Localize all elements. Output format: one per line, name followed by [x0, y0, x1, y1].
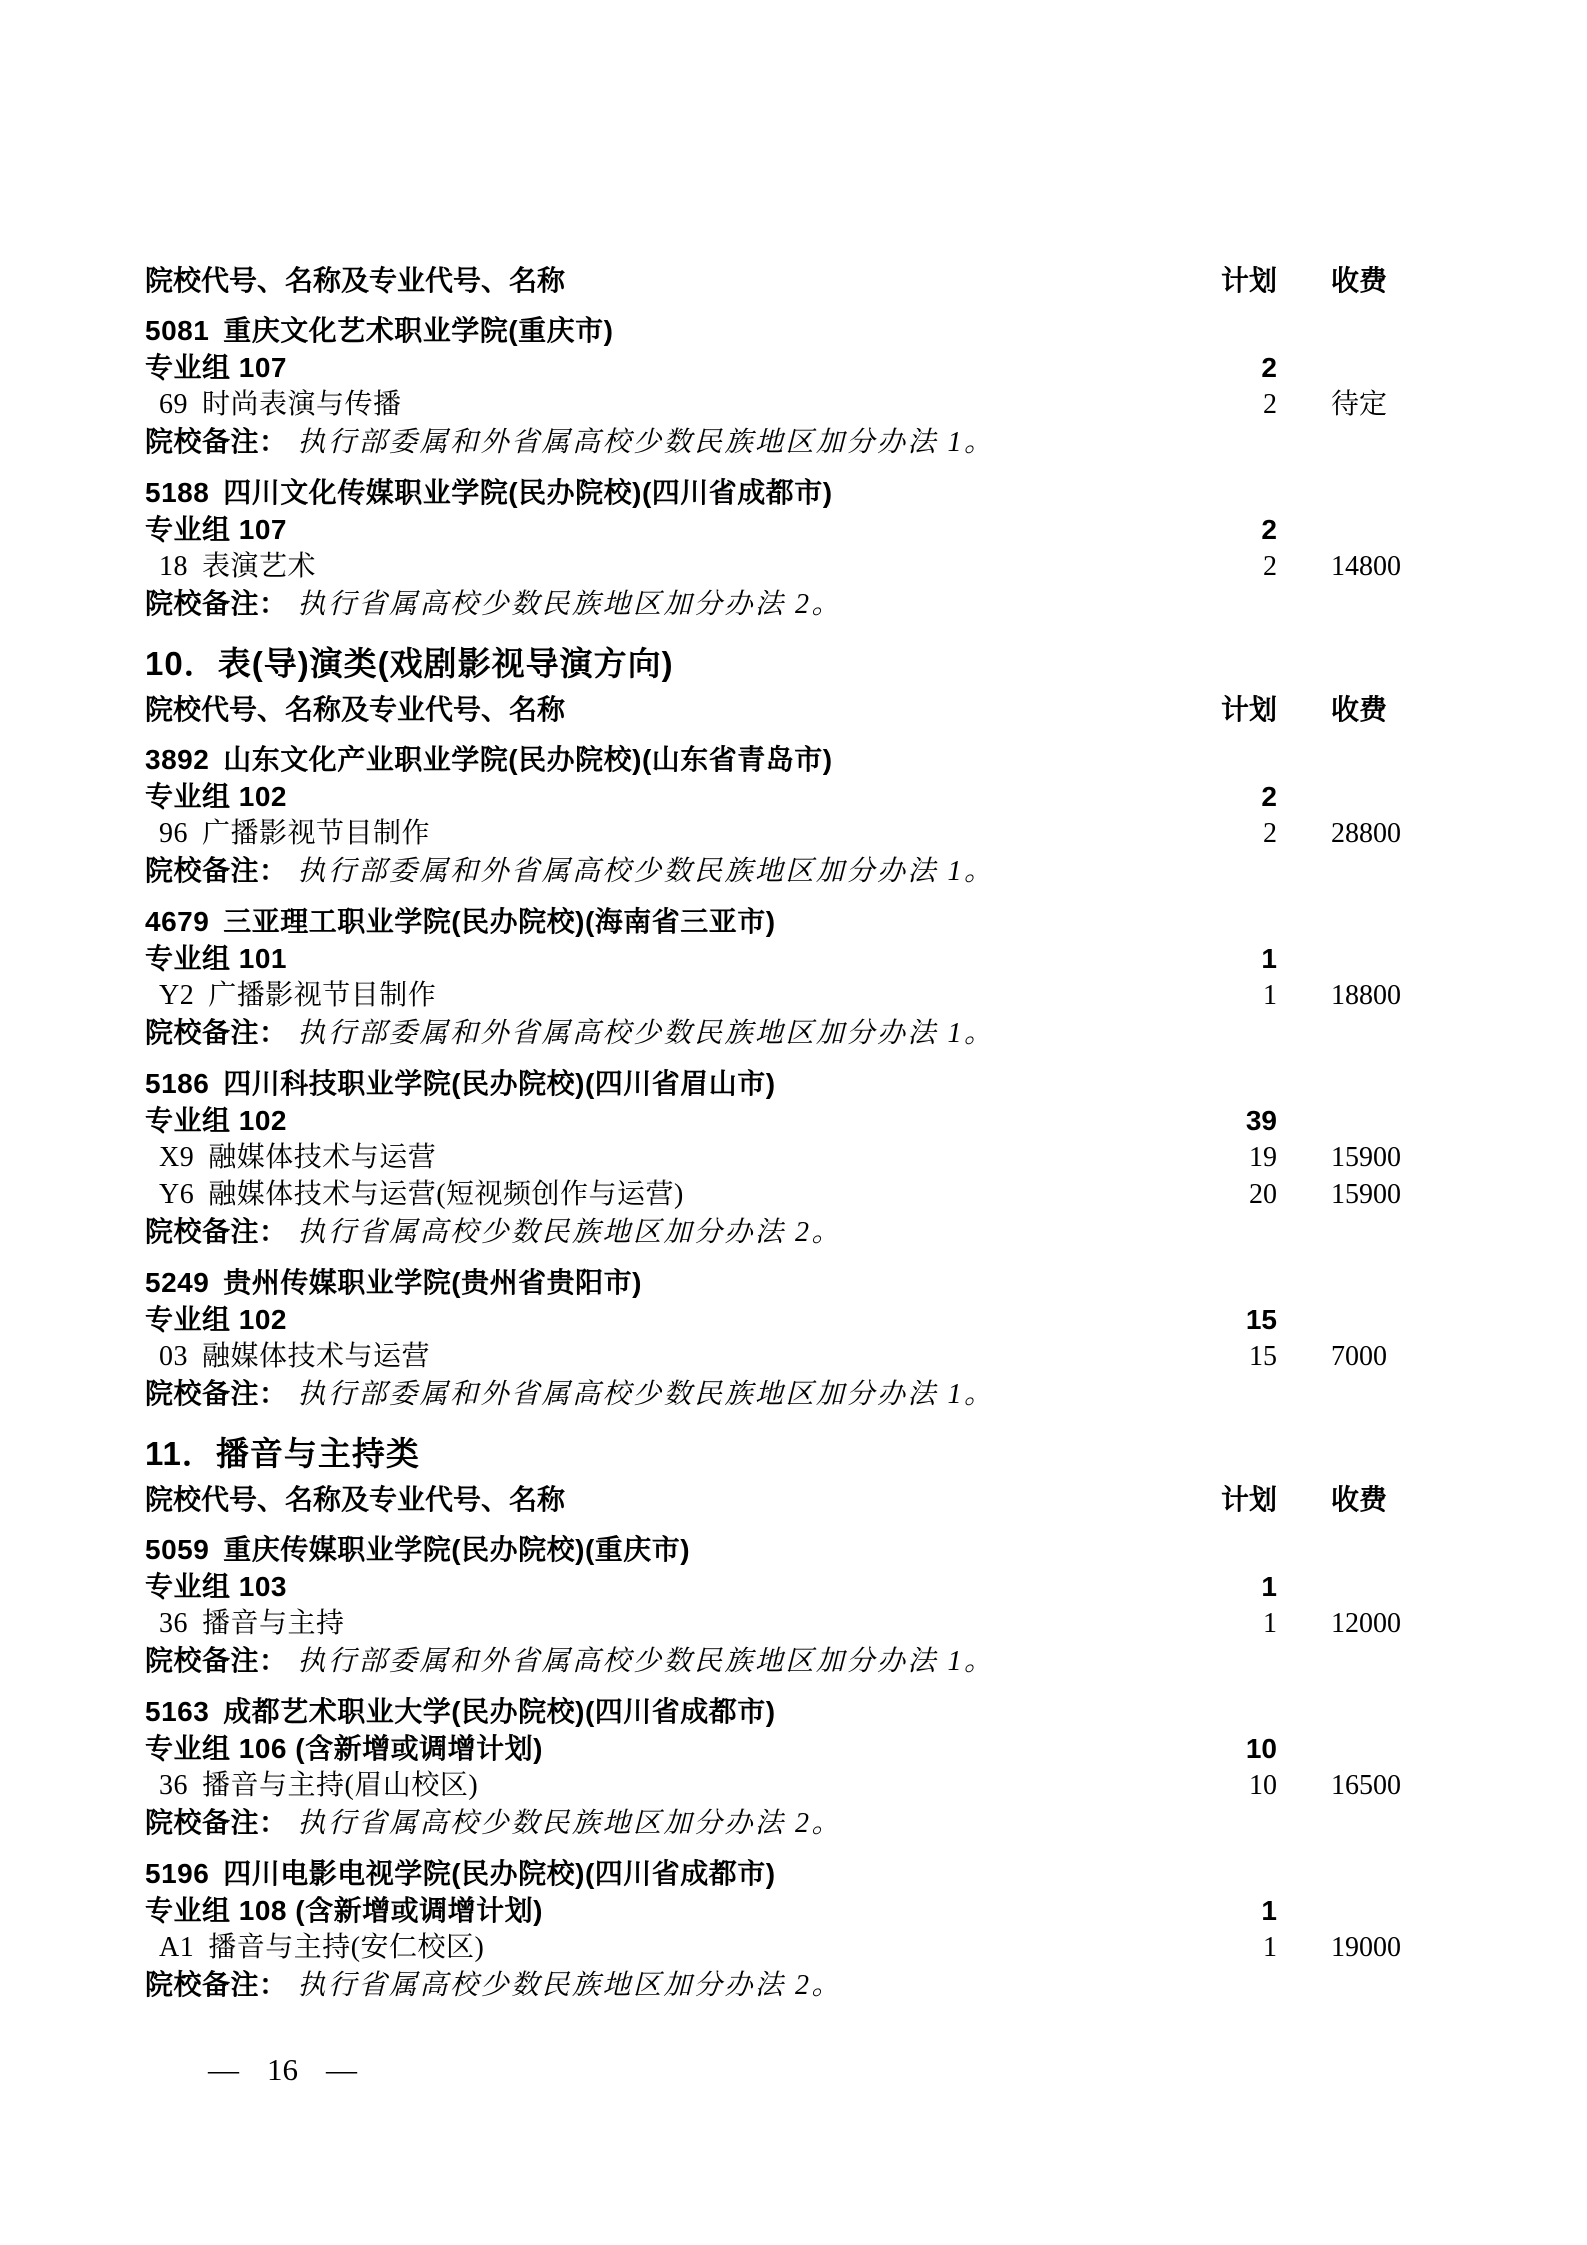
- institution-code: 5249: [145, 1267, 210, 1298]
- major-name: 时尚表演与传播: [202, 389, 402, 420]
- footer-dash-left: —: [208, 2052, 239, 2087]
- group-label: 专业组 103: [145, 1571, 287, 1602]
- institution-row: [145, 1264, 1407, 1301]
- remark-text: 执行部委属和外省属高校少数民族地区加分办法 1。: [297, 1018, 995, 1049]
- institution-code: 3892: [145, 744, 210, 775]
- remark-text: 执行部委属和外省属高校少数民族地区加分办法 1。: [297, 427, 995, 458]
- major-row: [145, 1139, 1407, 1176]
- major-code: A1: [159, 1932, 195, 1963]
- major-code: 96: [159, 818, 188, 849]
- institution-code: 5196: [145, 1858, 210, 1889]
- column-header-row: [145, 691, 1407, 728]
- remark-label: 院校备注：: [145, 1645, 288, 1676]
- institution-title-cell: [145, 312, 1082, 349]
- institution-name: 三亚理工职业学院(民办院校)(海南省三亚市): [223, 906, 776, 937]
- major-code: 69: [159, 389, 188, 420]
- page-number: 16: [267, 2052, 298, 2087]
- group-row: [145, 511, 1407, 548]
- major-title-cell: [145, 1139, 1082, 1176]
- section: [145, 262, 1407, 623]
- footer-dash-right: —: [326, 2052, 357, 2087]
- group-plan-value: 39: [1245, 1105, 1277, 1136]
- group-plan-value: 2: [1261, 514, 1277, 545]
- major-plan-value: 2: [1263, 818, 1277, 849]
- institution-row: [145, 1531, 1407, 1568]
- group-plan-value: 2: [1261, 352, 1277, 383]
- institution-name: 重庆传媒职业学院(民办院校)(重庆市): [223, 1534, 691, 1565]
- major-fee-value: 19000: [1331, 1932, 1401, 1963]
- institution-title-cell: [145, 741, 1082, 778]
- major-fee-value: 18800: [1331, 980, 1401, 1011]
- major-plan-value: 19: [1249, 1142, 1277, 1173]
- institution-title-cell: [145, 474, 1082, 511]
- remark-cell: [145, 1804, 1082, 1842]
- major-code: 03: [159, 1341, 188, 1372]
- institution-block: [145, 1531, 1407, 1680]
- group-plan-value: 2: [1261, 781, 1277, 812]
- remark-text: 执行省属高校少数民族地区加分办法 2。: [297, 1808, 843, 1839]
- column-name-header: 院校代号、名称及专业代号、名称: [145, 1484, 566, 1515]
- remark-label: 院校备注：: [145, 1807, 288, 1838]
- remark-text: 执行部委属和外省属高校少数民族地区加分办法 1。: [297, 1646, 995, 1677]
- institution-name: 成都艺术职业大学(民办院校)(四川省成都市): [223, 1696, 776, 1727]
- major-row: [145, 1929, 1407, 1966]
- group-row: [145, 1102, 1407, 1139]
- major-title-cell: [145, 548, 1082, 585]
- major-fee-value: 待定: [1331, 389, 1388, 420]
- group-label: 专业组 101: [145, 943, 287, 974]
- institution-title-cell: [145, 903, 1082, 940]
- major-name: 播音与主持: [202, 1608, 345, 1639]
- major-code: X9: [159, 1142, 195, 1173]
- major-fee-value: 14800: [1331, 551, 1401, 582]
- major-fee-value: 16500: [1331, 1770, 1401, 1801]
- major-code: 36: [159, 1608, 188, 1639]
- column-header-row: [145, 1481, 1407, 1518]
- section: [145, 1431, 1407, 2004]
- remark-row: [145, 423, 1407, 461]
- remark-label: 院校备注：: [145, 1378, 288, 1409]
- group-plan-value: 1: [1261, 1571, 1277, 1602]
- major-title-cell: [145, 1605, 1082, 1642]
- institution-row: [145, 903, 1407, 940]
- major-title-cell: [145, 1338, 1082, 1375]
- remark-cell: [145, 1014, 1082, 1052]
- group-plan-value: 1: [1261, 943, 1277, 974]
- major-row: [145, 548, 1407, 585]
- institution-block: [145, 1264, 1407, 1413]
- major-title-cell: [145, 815, 1082, 852]
- column-header-row: [145, 262, 1407, 299]
- major-name: 广播影视节目制作: [208, 980, 437, 1011]
- group-plan-value: 10: [1245, 1733, 1277, 1764]
- institution-row: [145, 1855, 1407, 1892]
- major-plan-value: 2: [1263, 551, 1277, 582]
- major-plan-value: 10: [1249, 1770, 1277, 1801]
- remark-row: [145, 852, 1407, 890]
- institution-block: [145, 474, 1407, 623]
- remark-row: [145, 1804, 1407, 1842]
- remark-row: [145, 1966, 1407, 2004]
- major-code: 18: [159, 551, 188, 582]
- group-row: [145, 1892, 1407, 1929]
- institution-code: 5081: [145, 315, 210, 346]
- major-fee-value: 7000: [1331, 1341, 1387, 1372]
- major-plan-value: 1: [1263, 1932, 1277, 1963]
- page-footer: [208, 2050, 357, 2090]
- major-name: 表演艺术: [202, 551, 317, 582]
- major-name: 融媒体技术与运营(短视频创作与运营): [208, 1179, 684, 1210]
- institution-row: [145, 1693, 1407, 1730]
- institution-code: 5188: [145, 477, 210, 508]
- remark-cell: [145, 1966, 1082, 2004]
- major-code: Y6: [159, 1179, 195, 1210]
- institution-name: 重庆文化艺术职业学院(重庆市): [223, 315, 614, 346]
- group-label: 专业组 108 (含新增或调增计划): [145, 1895, 543, 1926]
- major-fee-value: 15900: [1331, 1142, 1401, 1173]
- major-title-cell: [145, 1176, 1082, 1213]
- group-label: 专业组 102: [145, 1304, 287, 1335]
- major-plan-value: 15: [1249, 1341, 1277, 1372]
- group-label: 专业组 102: [145, 781, 287, 812]
- group-label: 专业组 107: [145, 352, 287, 383]
- remark-text: 执行省属高校少数民族地区加分办法 2。: [297, 1970, 843, 2001]
- institution-title-cell: [145, 1264, 1082, 1301]
- institution-name: 四川文化传媒职业学院(民办院校)(四川省成都市): [223, 477, 833, 508]
- group-row: [145, 940, 1407, 977]
- institution-name: 贵州传媒职业学院(贵州省贵阳市): [223, 1267, 642, 1298]
- document-body: [145, 262, 1407, 2004]
- institution-code: 5163: [145, 1696, 210, 1727]
- remark-row: [145, 1375, 1407, 1413]
- section-title: 10．表(导)演类(戏剧影视导演方向): [145, 645, 674, 682]
- remark-cell: [145, 852, 1082, 890]
- institution-code: 5186: [145, 1068, 210, 1099]
- remark-label: 院校备注：: [145, 1969, 288, 2000]
- institution-block: [145, 312, 1407, 461]
- major-fee-value: 12000: [1331, 1608, 1401, 1639]
- major-row: [145, 977, 1407, 1014]
- institution-code: 5059: [145, 1534, 210, 1565]
- remark-text: 执行部委属和外省属高校少数民族地区加分办法 1。: [297, 856, 995, 887]
- major-title-cell: [145, 386, 1082, 423]
- remark-label: 院校备注：: [145, 1216, 288, 1247]
- institution-row: [145, 474, 1407, 511]
- remark-cell: [145, 1213, 1082, 1251]
- section-title: 11．播音与主持类: [145, 1435, 420, 1472]
- remark-cell: [145, 585, 1082, 623]
- institution-block: [145, 741, 1407, 890]
- major-name: 播音与主持(安仁校区): [208, 1932, 485, 1963]
- major-plan-value: 2: [1263, 389, 1277, 420]
- group-row: [145, 349, 1407, 386]
- column-name-header: 院校代号、名称及专业代号、名称: [145, 265, 566, 296]
- group-plan-value: 15: [1245, 1304, 1277, 1335]
- group-label: 专业组 106 (含新增或调增计划): [145, 1733, 543, 1764]
- remark-cell: [145, 423, 1082, 461]
- major-name: 融媒体技术与运营: [208, 1142, 437, 1173]
- fee-column-header: 收费: [1331, 1484, 1388, 1515]
- remark-text: 执行省属高校少数民族地区加分办法 2。: [297, 1217, 843, 1248]
- major-name: 融媒体技术与运营: [202, 1341, 431, 1372]
- plan-column-header: 计划: [1220, 1484, 1277, 1515]
- fee-column-header: 收费: [1331, 694, 1388, 725]
- fee-column-header: 收费: [1331, 265, 1388, 296]
- institution-name: 四川电影电视学院(民办院校)(四川省成都市): [223, 1858, 776, 1889]
- group-row: [145, 1301, 1407, 1338]
- institution-block: [145, 903, 1407, 1052]
- remark-row: [145, 1014, 1407, 1052]
- major-row: [145, 1176, 1407, 1213]
- group-row: [145, 778, 1407, 815]
- remark-row: [145, 1213, 1407, 1251]
- group-row: [145, 1568, 1407, 1605]
- section: [145, 641, 1407, 1413]
- remark-label: 院校备注：: [145, 426, 288, 457]
- remark-label: 院校备注：: [145, 855, 288, 886]
- major-row: [145, 1767, 1407, 1804]
- remark-text: 执行部委属和外省属高校少数民族地区加分办法 1。: [297, 1379, 995, 1410]
- major-row: [145, 1338, 1407, 1375]
- institution-block: [145, 1855, 1407, 2004]
- institution-title-cell: [145, 1531, 1082, 1568]
- major-row: [145, 1605, 1407, 1642]
- major-plan-value: 1: [1263, 980, 1277, 1011]
- major-plan-value: 1: [1263, 1608, 1277, 1639]
- remark-cell: [145, 1375, 1082, 1413]
- remark-cell: [145, 1642, 1082, 1680]
- institution-row: [145, 312, 1407, 349]
- group-label: 专业组 107: [145, 514, 287, 545]
- remark-text: 执行省属高校少数民族地区加分办法 2。: [297, 589, 843, 620]
- major-fee-value: 28800: [1331, 818, 1401, 849]
- major-fee-value: 15900: [1331, 1179, 1401, 1210]
- institution-row: [145, 741, 1407, 778]
- major-title-cell: [145, 977, 1082, 1014]
- institution-row: [145, 1065, 1407, 1102]
- column-name-header: 院校代号、名称及专业代号、名称: [145, 694, 566, 725]
- group-plan-value: 1: [1261, 1895, 1277, 1926]
- major-title-cell: [145, 1929, 1082, 1966]
- institution-title-cell: [145, 1693, 1082, 1730]
- institution-name: 山东文化产业职业学院(民办院校)(山东省青岛市): [223, 744, 833, 775]
- major-name: 播音与主持(眉山校区): [202, 1770, 479, 1801]
- institution-title-cell: [145, 1855, 1082, 1892]
- remark-label: 院校备注：: [145, 1017, 288, 1048]
- major-row: [145, 386, 1407, 423]
- major-code: Y2: [159, 980, 195, 1011]
- remark-row: [145, 1642, 1407, 1680]
- remark-label: 院校备注：: [145, 588, 288, 619]
- major-row: [145, 815, 1407, 852]
- plan-column-header: 计划: [1220, 265, 1277, 296]
- major-name: 广播影视节目制作: [202, 818, 431, 849]
- major-code: 36: [159, 1770, 188, 1801]
- group-label: 专业组 102: [145, 1105, 287, 1136]
- institution-block: [145, 1693, 1407, 1842]
- remark-row: [145, 585, 1407, 623]
- institution-name: 四川科技职业学院(民办院校)(四川省眉山市): [223, 1068, 776, 1099]
- major-plan-value: 20: [1249, 1179, 1277, 1210]
- plan-column-header: 计划: [1220, 694, 1277, 725]
- institution-title-cell: [145, 1065, 1082, 1102]
- major-title-cell: [145, 1767, 1082, 1804]
- institution-code: 4679: [145, 906, 210, 937]
- group-row: [145, 1730, 1407, 1767]
- institution-block: [145, 1065, 1407, 1251]
